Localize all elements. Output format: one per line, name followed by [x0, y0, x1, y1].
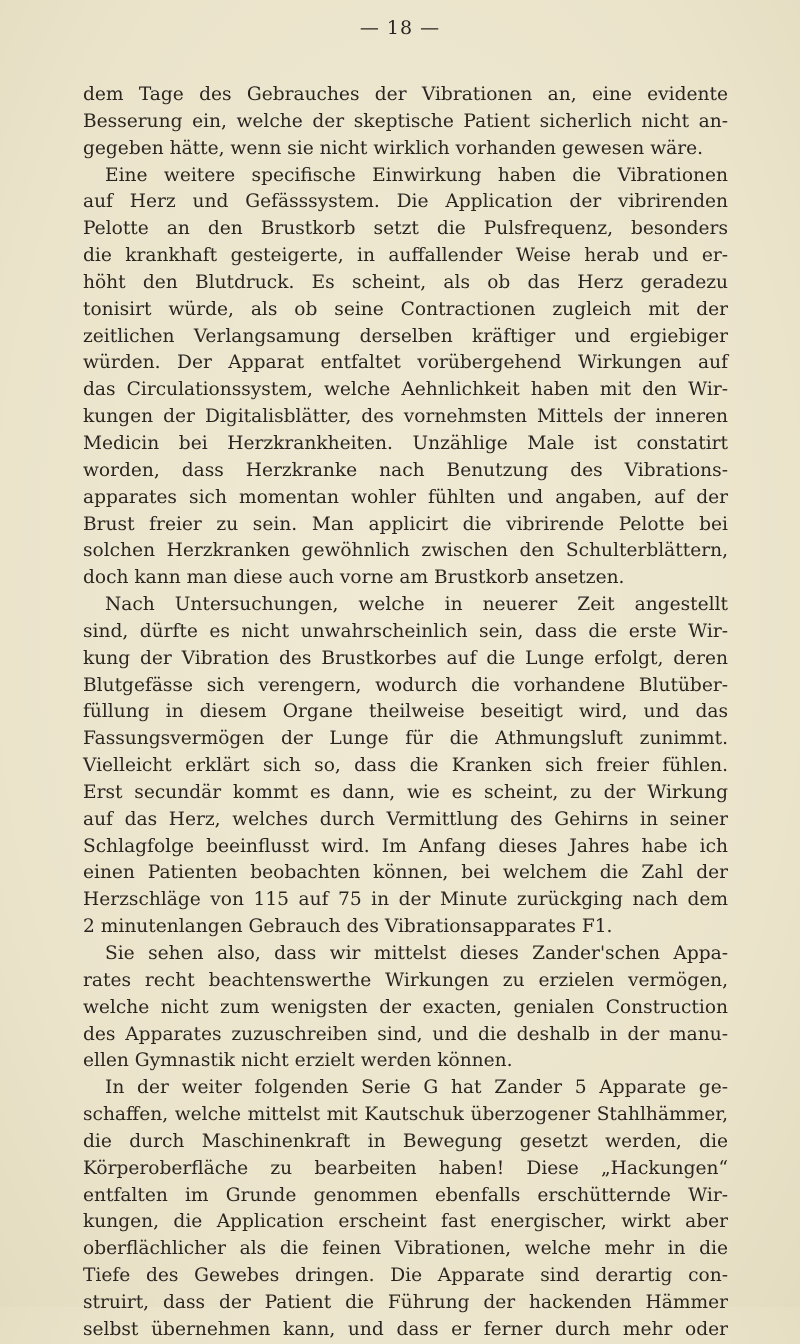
body-text — [83, 82, 728, 1344]
text-line: welche nicht zum wenigsten der exacten, genialen Construction — [83, 996, 728, 1018]
text-line: Körperoberfläche zu bearbeiten haben! Diese „Hackungen“ — [83, 1157, 728, 1179]
text-line: Pelotte an den Brustkorb setzt die Pulsfrequenz, besonders — [83, 218, 728, 240]
text-line: solchen Herzkranken gewöhnlich zwischen den Schulterblättern, — [83, 540, 728, 562]
text-line: Tiefe des Gewebes dringen. Die Apparate sind derartig con- — [83, 1265, 728, 1287]
text-line: tonisirt würde, als ob seine Contractionen zugleich mit der — [83, 298, 728, 320]
text-line: Besserung ein, welche der skeptische Patient sicherlich nicht an- — [83, 110, 728, 132]
text-line: auf Herz und Gefässsystem. Die Application der vibrirenden — [83, 191, 728, 213]
text-line: gegeben hätte, wenn sie nicht wirklich vorhanden gewesen wäre. — [83, 137, 703, 159]
text-line: füllung in diesem Organe theilweise beseitigt wird, und das — [83, 701, 728, 723]
text-line: kungen, die Application erscheint fast energischer, wirkt aber — [83, 1211, 728, 1233]
text-line: Schlagfolge beeinflusst wird. Im Anfang dieses Jahres habe ich — [83, 835, 728, 857]
page-number: — 18 — — [359, 17, 441, 39]
text-line: apparates sich momentan wohler fühlten und angaben, auf der — [83, 486, 728, 508]
text-line: die durch Maschinenkraft in Bewegung gesetzt werden, die — [83, 1130, 728, 1152]
text-line: einen Patienten beobachten können, bei welchem die Zahl der — [83, 862, 728, 884]
text-line: Medicin bei Herzkrankheiten. Unzählige Male ist constatirt — [83, 432, 728, 454]
text-line: Blutgefässe sich verengern, wodurch die vorhandene Blutüber- — [83, 674, 728, 696]
text-line: Sie sehen also, dass wir mittelst dieses Zander'schen Appa- — [105, 943, 728, 964]
text-line: auf das Herz, welches durch Vermittlung des Gehirns in seiner — [83, 808, 728, 830]
text-line: Nach Untersuchungen, welche in neuerer Zeit angestellt — [105, 594, 728, 616]
text-line: worden, dass Herzkranke nach Benutzung des Vibrations- — [83, 459, 728, 481]
text-line: Fassungsvermögen der Lunge für die Athmungsluft zunimmt. — [83, 728, 728, 750]
text-line: das Circulationssystem, welche Aehnlichkeit haben mit den Wir- — [83, 379, 728, 401]
text-line: doch kann man diese auch vorne am Brustkorb ansetzen. — [83, 567, 625, 589]
text-line: kungen der Digitalisblätter, des vornehmsten Mittels der inneren — [83, 406, 728, 428]
text-line: kung der Vibration des Brustkorbes auf die Lunge erfolgt, deren — [83, 647, 728, 669]
text-line: des Apparates zuzuschreiben sind, und die deshalb in der manu- — [83, 1023, 728, 1045]
text-line: Brust freier zu sein. Man applicirt die vibrirende Pelotte bei — [83, 513, 728, 535]
text-line: Eine weitere specifische Einwirkung haben die Vibrationen — [105, 164, 728, 186]
text-line: In der weiter folgenden Serie G hat Zander 5 Apparate ge- — [105, 1077, 728, 1099]
text-line: rates recht beachtenswerthe Wirkungen zu erzielen vermögen, — [83, 969, 728, 991]
text-line: schaffen, welche mittelst mit Kautschuk überzogener Stahlhämmer, — [83, 1104, 728, 1126]
text-line: Herzschläge von 115 auf 75 in der Minute zurückging nach dem — [83, 889, 728, 911]
text-line: würden. Der Apparat entfaltet vorübergehend Wirkungen auf — [83, 352, 728, 374]
text-line: sind, dürfte es nicht unwahrscheinlich sein, dass die erste Wir- — [83, 620, 728, 642]
text-line: selbst übernehmen kann, und dass er ferner durch mehr oder — [83, 1318, 728, 1340]
text-line: entfalten im Grunde genommen ebenfalls erschütternde Wir- — [83, 1184, 728, 1206]
text-line: ellen Gymnastik nicht erzielt werden können. — [83, 1050, 513, 1072]
text-line: struirt, dass der Patient die Führung der hackenden Hämmer — [83, 1291, 728, 1313]
text-line: höht den Blutdruck. Es scheint, als ob das Herz geradezu — [83, 271, 728, 293]
text-line: zeitlichen Verlangsamung derselben kräftiger und ergiebiger — [83, 325, 728, 347]
text-line: Erst secundär kommt es dann, wie es scheint, zu der Wirkung — [83, 781, 728, 803]
text-line: 2 minutenlangen Gebrauch des Vibrationsapparates F1. — [83, 916, 613, 938]
text-line: oberflächlicher als die feinen Vibrationen, welche mehr in die — [83, 1238, 728, 1260]
text-line: dem Tage des Gebrauches der Vibrationen an, eine evidente — [83, 84, 728, 105]
text-line: die krankhaft gesteigerte, in auffallender Weise herab und er- — [83, 245, 728, 267]
text-line: Vielleicht erklärt sich so, dass die Kranken sich freier fühlen. — [83, 755, 728, 777]
